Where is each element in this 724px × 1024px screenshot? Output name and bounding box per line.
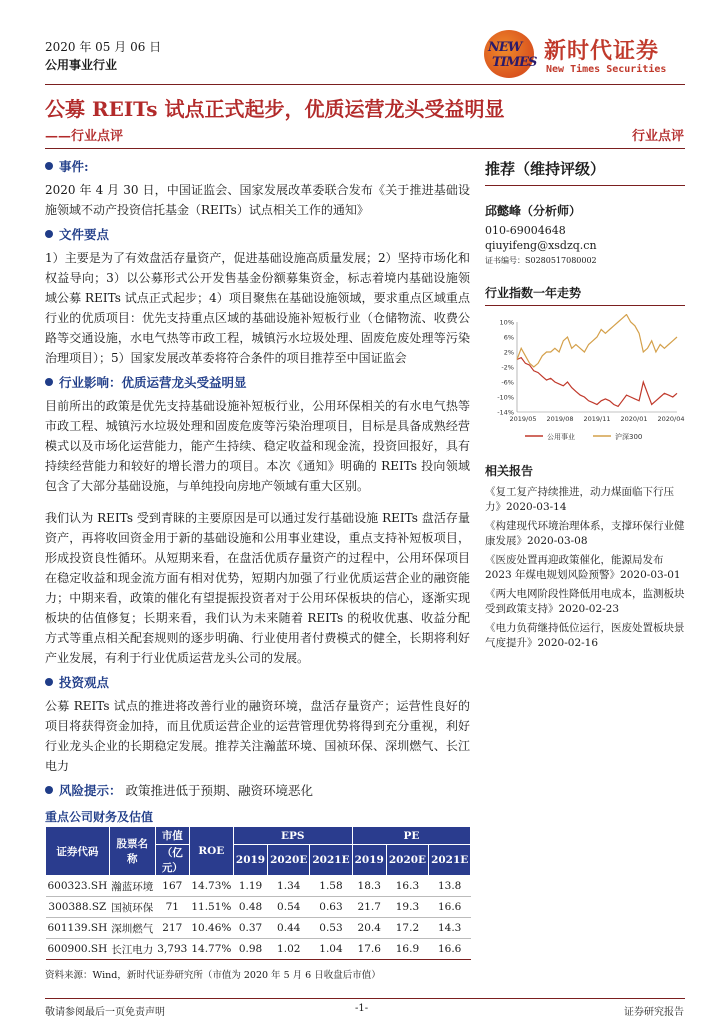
logo-mark-text-1: NEW: [488, 40, 522, 55]
cell: 0.54: [268, 897, 310, 918]
cell: 1.19: [233, 876, 267, 897]
series-line-hs300: [517, 315, 677, 368]
logo-mark-icon: [484, 30, 537, 78]
section-risk: [45, 782, 470, 800]
logo-english-name: New Times Securities: [546, 64, 667, 75]
related-report-link[interactable]: 《电力负荷继持低位运行，医废处置板块景气度提升》2020-02-16: [485, 622, 685, 649]
table-row: [46, 876, 471, 897]
footer-disclaimer[interactable]: 敬请参阅最后一页免责声明: [45, 1007, 165, 1018]
cell: 17.6: [352, 939, 386, 960]
financial-table: [45, 826, 471, 960]
legend-label: 公用事业: [547, 433, 575, 441]
index-trend-chart: [485, 314, 685, 446]
main-content: [45, 158, 470, 804]
col-code: 证券代码: [46, 827, 110, 876]
cell: 0.44: [268, 918, 310, 939]
cell: 217: [155, 918, 189, 939]
related-reports-list: [485, 485, 685, 651]
section-heading: 文件要点: [45, 226, 470, 244]
cell: 深圳燃气: [109, 918, 155, 939]
related-report-link[interactable]: 《复工复产持续推进，动力煤面临下行压力》2020-03-14: [485, 486, 674, 513]
col-pe: PE: [352, 827, 471, 845]
col-name: 股票名称: [109, 827, 155, 876]
cell: 1.04: [310, 939, 352, 960]
cell: 1.02: [268, 939, 310, 960]
cell: 18.3: [352, 876, 386, 897]
cell: 167: [155, 876, 189, 897]
risk-text: 政策推进低于预期、融资环境恶化: [125, 783, 314, 798]
cell: 16.3: [386, 876, 428, 897]
bullet-icon: [45, 162, 53, 170]
cell: 1.34: [268, 876, 310, 897]
cell: 600323.SH: [46, 876, 110, 897]
section-heading: 事件:: [45, 158, 470, 176]
trend-chart-svg: [485, 314, 685, 446]
cell: 1.58: [310, 876, 352, 897]
footer-divider: [45, 998, 685, 999]
x-tick-label: 2019/08: [546, 415, 574, 423]
y-tick-label: 2%: [503, 348, 514, 357]
cell: 17.2: [386, 918, 428, 939]
analyst-cert: 证书编号：S0280517080002: [485, 256, 597, 265]
related-report-link[interactable]: 《两大电网阶段性降低用电成本，监测板块受到政策支持》2020-02-23: [485, 588, 685, 615]
col-roe: ROE: [189, 827, 233, 876]
paragraph: 目前所出的政策是优先支持基础设施补短板行业，公用环保相关的有水电气热等市政工程、城镇污水垃圾处理和固废危废等污染治理项目，目标是具备成熟经营模式以及市场化运营能力，能产生持续、稳定收益和现金流，投资回报好，具有持续经营能力和较好的增长潜力的项目。本次《通知》明确的 REITs 投向领域包含了大部分基础设施，与单纯投向房地产领域有重大区别。: [45, 399, 470, 493]
col-year: 2021E: [310, 845, 352, 876]
cell: 瀚蓝环境: [109, 876, 155, 897]
rating-recommendation: 推荐（维持评级）: [485, 158, 685, 186]
analyst-phone: 010-69004648: [485, 224, 566, 237]
sidebar: [485, 158, 685, 655]
col-year: 2020E: [268, 845, 310, 876]
cell: 300388.SZ: [46, 897, 110, 918]
bullet-icon: [45, 678, 53, 686]
report-industry: 公用事业行业: [45, 58, 118, 72]
bullet-icon: [45, 230, 53, 238]
paragraph: 公募 REITs 试点的推进将改善行业的融资环境，盘活存量资产；运营性良好的项目将获得资金加持，而且优质运营企业的运营管理优势将得到充分重视，利好行业龙头企业的长期稳定发展。推荐关注瀚蓝环境、国祯环保、深圳燃气、长江电力: [45, 699, 470, 773]
cell: 600900.SH: [46, 939, 110, 960]
table-row: [46, 897, 471, 918]
bullet-icon: [45, 378, 53, 386]
related-reports-title: 相关报告: [485, 464, 534, 478]
y-tick-label: -14%: [497, 408, 514, 417]
cell: 11.51%: [189, 897, 233, 918]
section-investment-view: [45, 674, 470, 776]
x-tick-label: 2019/11: [583, 415, 611, 423]
col-year: 2019: [233, 845, 267, 876]
footer-report-type: 证券研究报告: [624, 1007, 684, 1018]
col-mcap-unit: （亿元）: [155, 845, 189, 876]
cell: 71: [155, 897, 189, 918]
analyst-name: 邱懿峰（分析师）: [485, 204, 582, 218]
report-date: 2020 年 05 月 06 日: [45, 40, 162, 54]
cell: 20.4: [352, 918, 386, 939]
y-tick-label: -10%: [497, 393, 514, 402]
y-tick-label: -2%: [501, 363, 514, 372]
cell: 国祯环保: [109, 897, 155, 918]
y-tick-label: -6%: [501, 378, 514, 387]
col-year: 2019: [352, 845, 386, 876]
cell: 0.98: [233, 939, 267, 960]
x-tick-label: 2019/05: [509, 415, 537, 423]
cell: 长江电力: [109, 939, 155, 960]
section-heading: 风险提示： 政策推进低于预期、融资环境恶化: [45, 782, 470, 800]
chart-title: 行业指数一年走势: [485, 284, 685, 306]
logo-mark-text-2: TIMES: [492, 55, 537, 70]
cell: 16.9: [386, 939, 428, 960]
col-eps: EPS: [233, 827, 352, 845]
cell: 14.3: [429, 918, 471, 939]
cell: 601139.SH: [46, 918, 110, 939]
related-report-link[interactable]: 《构建现代环境治理体系，支撑环保行业健康发展》2020-03-08: [485, 520, 685, 547]
cell: 14.73%: [189, 876, 233, 897]
cell: 0.48: [233, 897, 267, 918]
page-subtitle: ——行业点评: [45, 129, 124, 144]
related-report-link[interactable]: 《医废处置再迎政策催化，能源局发布 2023 年煤电规划风险预警》2020-03-01: [485, 554, 681, 581]
cell: 0.37: [233, 918, 267, 939]
report-meta: [45, 38, 161, 74]
y-tick-label: 10%: [499, 318, 514, 327]
cell: 16.6: [429, 897, 471, 918]
y-tick-label: 6%: [503, 333, 514, 342]
paragraph: 我们认为 REITs 受到青睐的主要原因是可以通过发行基础设施 REITs 盘活存量资产，再将收回资金用于新的基础设施和公用事业建设，重点支持补短板项目，形成投资良性循环。从短期来看，在盘活优质存量资产的过程中，公用环保项目在稳定收益和现金流方面有相对优势，短期内加强了行业优质运营企业的融资能力；中期来看，政策的催化有望提振投资者对于公用环保板块的信心，逐渐实现板块的估值修复；长期来看，我们认为未来随着 REITs 的税收优惠、收益分配方式等重点相关配套规则的逐步明确、行业使用者付费模式的健全，长期将利好产业发展，有利于行业优质运营龙头公司的发展。: [45, 511, 470, 665]
report-type-tag: 行业点评: [631, 129, 684, 144]
col-mcap: 市值: [155, 827, 189, 845]
company-logo: [484, 30, 684, 80]
legend-label: 沪深300: [615, 433, 643, 441]
table-source: 资料来源：Wind，新时代证券研究所（市值为 2020 年 5 月 6 日收盘后市值）: [45, 970, 381, 981]
page-number: -1-: [355, 1003, 369, 1014]
table-title: 重点公司财务及估值: [45, 810, 154, 824]
logo-chinese-name: 新时代证券: [544, 38, 660, 64]
analyst-info: [485, 204, 685, 268]
analyst-email[interactable]: qiuyifeng@xsdzq.cn: [485, 239, 597, 252]
paragraph: 1）主要是为了有效盘活存量资产，促进基础设施高质量发展；2）坚持市场化和权益导向；3）以公募形式公开发售基金份额募集资金，标志着境内基础设施领域公募 REITs 试点正式起步；4）项目聚焦在基础设施领域，要求重点区域重点行业的优质项目：优先支持重点区域的基础设施补短板行业（仓储物流、收费公路等交通设施，水电气热等市政工程，城镇污水垃圾处理、固废危废处理等污染治理项目）；5）国家发展改革委将符合条件的项目推荐至中国证监会: [45, 251, 470, 365]
col-year: 2020E: [386, 845, 428, 876]
header-divider: [45, 84, 685, 85]
table-row: [46, 939, 471, 960]
cell: 0.63: [310, 897, 352, 918]
section-industry-impact: [45, 374, 470, 668]
title-divider: [45, 148, 685, 149]
cell: 13.8: [429, 876, 471, 897]
cell: 14.77%: [189, 939, 233, 960]
page-title: 公募 REITs 试点正式起步，优质运营龙头受益明显: [45, 97, 505, 121]
x-tick-label: 2020/01: [620, 415, 648, 423]
section-event: [45, 158, 470, 220]
col-year: 2021E: [429, 845, 471, 876]
cell: 0.53: [310, 918, 352, 939]
section-key-points: [45, 226, 470, 368]
section-heading: 行业影响：优质运营龙头受益明显: [45, 374, 470, 392]
section-heading: 投资观点: [45, 674, 470, 692]
paragraph: 2020 年 4 月 30 日，中国证监会、国家发展改革委联合发布《关于推进基础设施领域不动产投资信托基金（REITs）试点相关工作的通知》: [45, 183, 470, 217]
bullet-icon: [45, 786, 53, 794]
table-row: [46, 918, 471, 939]
cell: 16.6: [429, 939, 471, 960]
cell: 3,793: [155, 939, 189, 960]
cell: 10.46%: [189, 918, 233, 939]
cell: 19.3: [386, 897, 428, 918]
series-line-utilities: [517, 358, 677, 407]
x-tick-label: 2020/04: [657, 415, 685, 423]
cell: 21.7: [352, 897, 386, 918]
